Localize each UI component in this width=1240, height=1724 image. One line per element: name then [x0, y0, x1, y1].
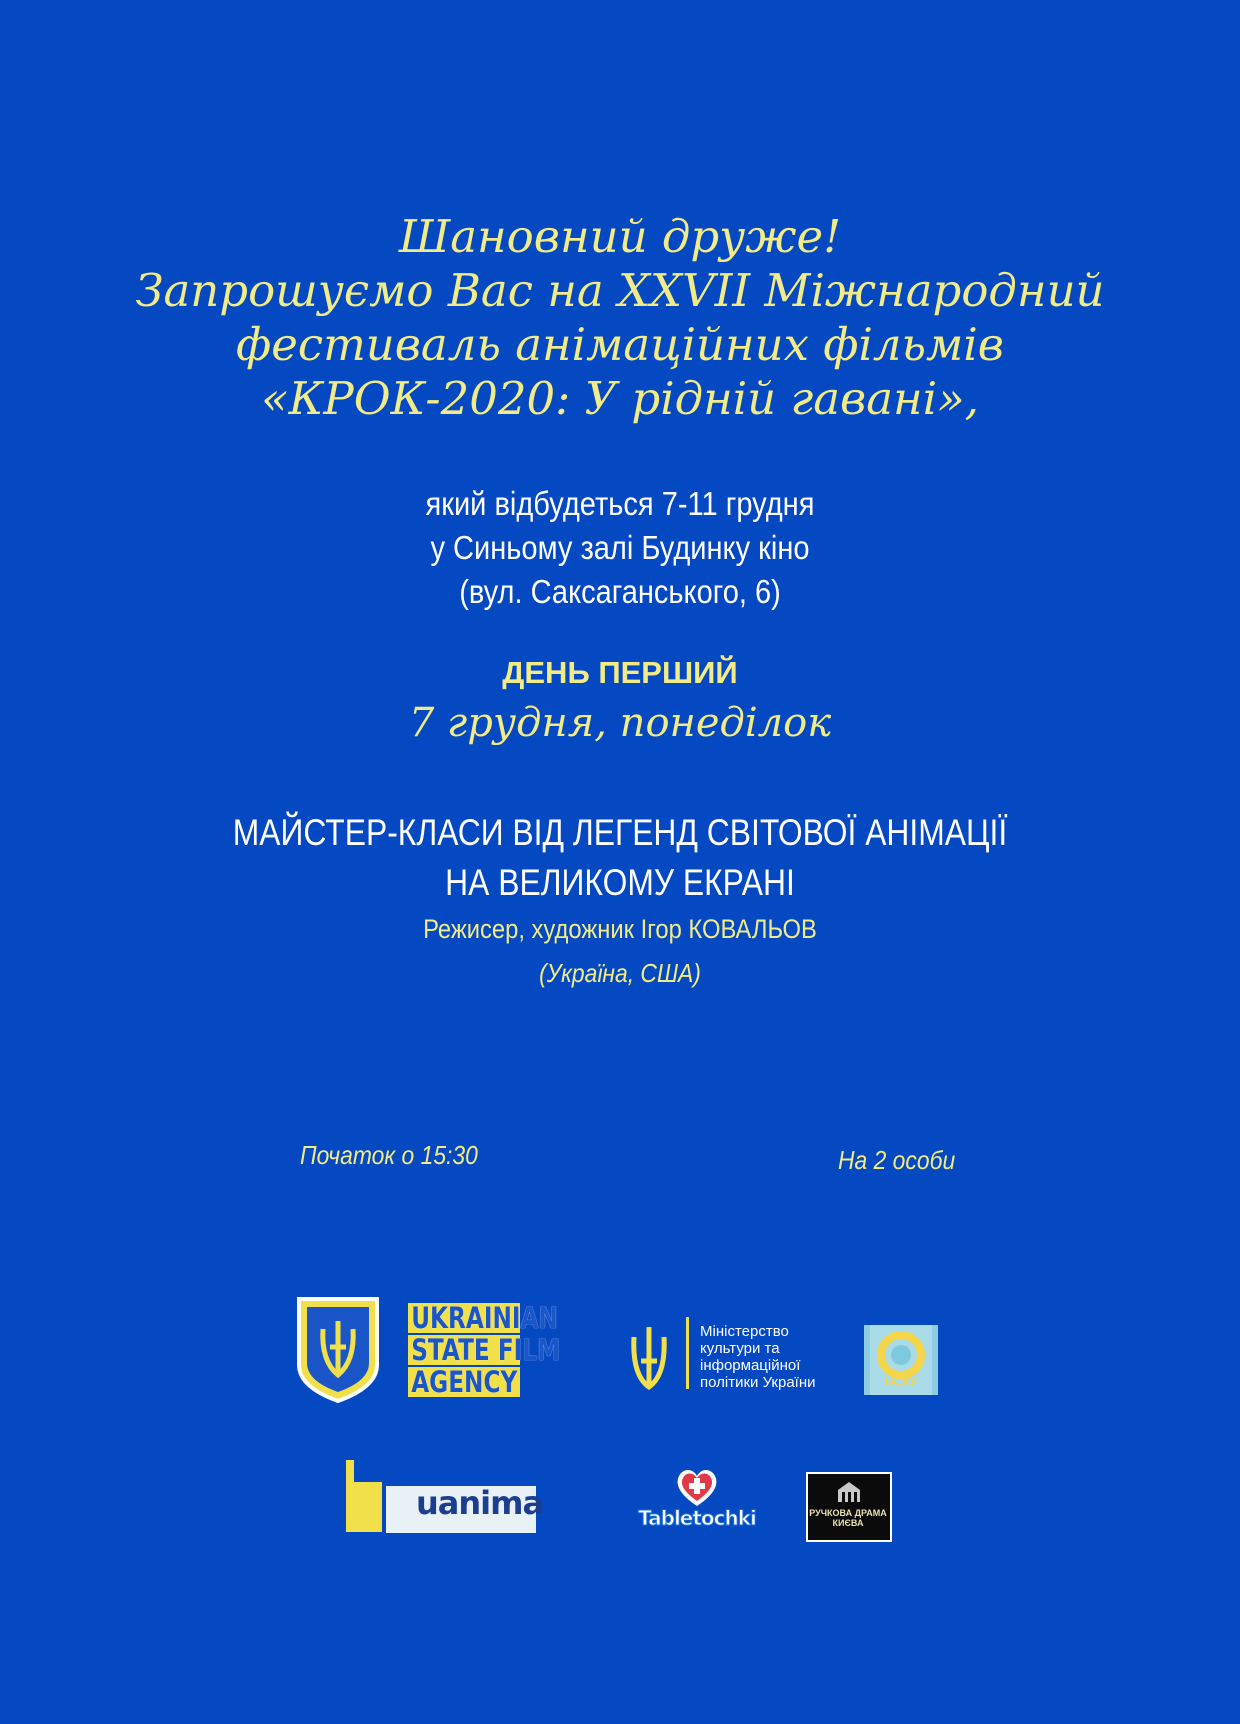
tabletochki-label: Tabletochki [638, 1506, 756, 1530]
uanima-frame [346, 1460, 354, 1532]
usfa-name [408, 1301, 561, 1399]
invitation-line-2: Запрошуємо Вас на XXVII Міжнародний [135, 264, 1105, 317]
tabletochki-logo [632, 1466, 762, 1536]
usfa-line-3: AGENCY [408, 1367, 520, 1397]
ministry-line-3: інформаційної [700, 1357, 801, 1374]
day-title: ДЕНЬ ПЕРШИЙ [502, 655, 738, 690]
invitation-line-3: фестиваль анімаційних фільмів [236, 318, 1004, 371]
masterclass-country: (Україна, США) [539, 958, 701, 988]
masterclass-author: Режисер, художник Ігор КОВАЛЬОВ [423, 914, 817, 944]
drama-theatre-label: РУЧКОВА ДРАМА КИЄВА [809, 1508, 887, 1528]
masterclass-title-line-2: НА ВЕЛИКОМУ ЕКРАНІ [445, 862, 795, 903]
drama-theatre-logo [806, 1472, 892, 1542]
heart-cross-icon [673, 1466, 721, 1508]
event-details [0, 482, 1240, 614]
ukrainian-trident-icon [293, 1295, 383, 1405]
uanima-logo [346, 1460, 544, 1535]
ministry-logo [622, 1313, 842, 1393]
ministry-line-2: культури та [700, 1340, 780, 1357]
ministry-line-1: Міністерство [700, 1323, 789, 1340]
day-date: 7 грудня, понеділок [408, 700, 832, 746]
theatre-building-icon [808, 1478, 890, 1506]
invitation-block [0, 210, 1240, 426]
ministry-divider [686, 1317, 689, 1389]
ukrainian-trident-icon [624, 1321, 674, 1401]
uanima-block [354, 1482, 382, 1532]
masterclass-title-line-1: МАЙСТЕР-КЛАСИ ВІД ЛЕГЕНД СВІТОВОЇ АНІМАЦІЇ [232, 812, 1008, 853]
usfa-line-2: STATE FILM [408, 1335, 520, 1365]
event-dates: який відбудеться 7-11 грудня [425, 485, 815, 522]
greeting: Шановний друже! [398, 210, 842, 263]
event-address: (вул. Саксаганського, 6) [459, 573, 781, 610]
ministry-name [700, 1323, 840, 1391]
masterclass-block [0, 808, 1240, 908]
event-venue: у Синьому залі Будинку кіно [430, 529, 810, 566]
admission-note: На 2 особи [838, 1145, 956, 1175]
usfa-line-1: UKRAINIAN [408, 1303, 520, 1333]
nsku-label: НСКУ [884, 1375, 918, 1389]
nsku-logo [864, 1325, 938, 1395]
start-time: Початок о 15:30 [300, 1140, 478, 1170]
ministry-line-4: політики України [700, 1374, 816, 1391]
festival-title: «КРОК-2020: У рідній гавані», [261, 372, 979, 425]
usfa-logo [293, 1295, 561, 1405]
uanima-label: uanima [416, 1484, 544, 1522]
